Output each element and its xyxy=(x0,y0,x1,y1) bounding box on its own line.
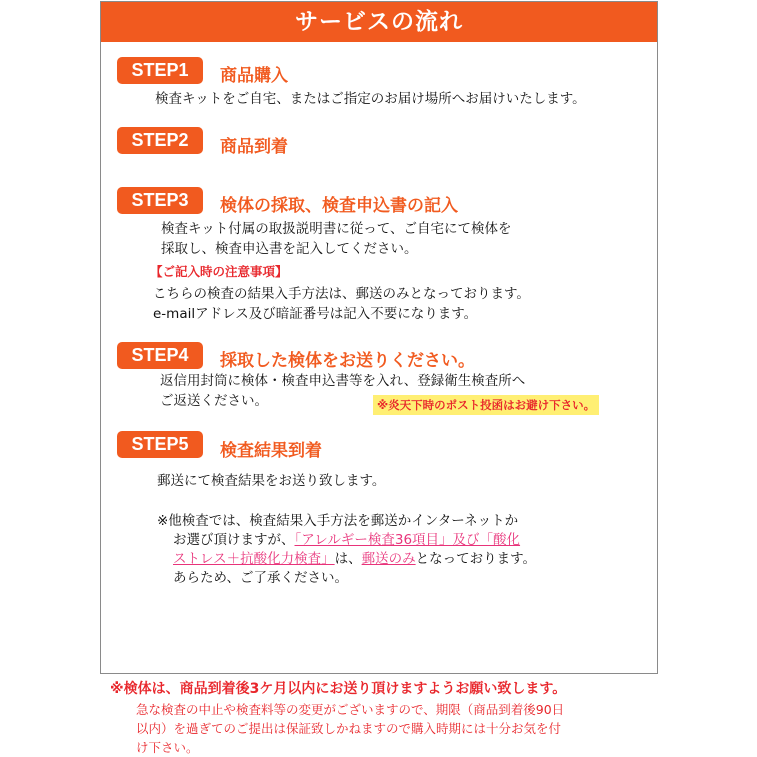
deadline-detail-line2: 以内）を過ぎてのご提出は保証致しかねますので購入時期には十分お気を付 xyxy=(136,721,562,736)
step3-title: 検体の採取、検査申込書の記入 xyxy=(220,196,458,216)
step3-note-line1: こちらの検査の結果入手方法は、郵送のみとなっております。 xyxy=(153,286,530,302)
step4-text-line2: ご返送ください。 xyxy=(160,393,268,409)
oxidative-stress-test-link[interactable]: ストレス＋抗酸化力検査」 xyxy=(173,551,335,567)
step4-text-line1: 返信用封筒に検体・検査申込書等を入れ、登録衛生検査所へ xyxy=(160,373,526,389)
step4-title: 採取した検体をお送りください。 xyxy=(220,351,475,371)
page-title: サービスの流れ xyxy=(101,2,657,42)
other-test-line3-end: となっております。 xyxy=(415,551,537,567)
deadline-detail-line3: け下さい。 xyxy=(136,740,199,755)
step3-text-line1: 検査キット付属の取扱説明書に従って、ご自宅にて検体を xyxy=(161,221,512,237)
step1-badge: STEP1 xyxy=(117,57,203,84)
step3-badge: STEP3 xyxy=(117,187,203,214)
allergy-test-link[interactable]: 「アレルギー検査36項目」及び「酸化 xyxy=(294,532,521,548)
mail-only-link[interactable]: 郵送のみ xyxy=(361,551,416,567)
step5-title: 検査結果到着 xyxy=(220,441,322,461)
deadline-notice: ※検体は、商品到着後3ケ月以内にお送り頂けますようお願い致します。 xyxy=(110,681,567,697)
step2-badge: STEP2 xyxy=(117,127,203,154)
other-test-line2 xyxy=(173,530,520,550)
step1-title: 商品購入 xyxy=(220,66,288,86)
other-test-line2-text: お選び頂けますが、 xyxy=(173,532,295,548)
note-label: 【ご記入時の注意事項】 xyxy=(150,264,288,279)
step2-title: 商品到着 xyxy=(220,137,288,157)
step3-note-line2: e-mailアドレス及び暗証番号は記入不要になります。 xyxy=(153,306,478,322)
other-test-line3-mid: は、 xyxy=(334,551,362,567)
other-test-line1: ※他検査では、検査結果入手方法を郵送かインターネットか xyxy=(157,513,519,529)
step4-badge: STEP4 xyxy=(117,342,203,369)
step1-text: 検査キットをご自宅、またはご指定のお届け場所へお届けいたします。 xyxy=(155,91,586,107)
other-test-line3 xyxy=(173,549,536,569)
other-test-line4: あらため、ご了承ください。 xyxy=(173,570,348,586)
step5-badge: STEP5 xyxy=(117,431,203,458)
heat-warning-badge: ※炎天下時のポスト投函はお避け下さい。 xyxy=(373,395,599,415)
step5-text: 郵送にて検査結果をお送り致します。 xyxy=(157,473,386,489)
step3-text-line2: 採取し、検査申込書を記入してください。 xyxy=(161,241,418,257)
deadline-detail-line1: 急な検査の中止や検査料等の変更がございますので、期限（商品到着後90日 xyxy=(136,702,565,717)
